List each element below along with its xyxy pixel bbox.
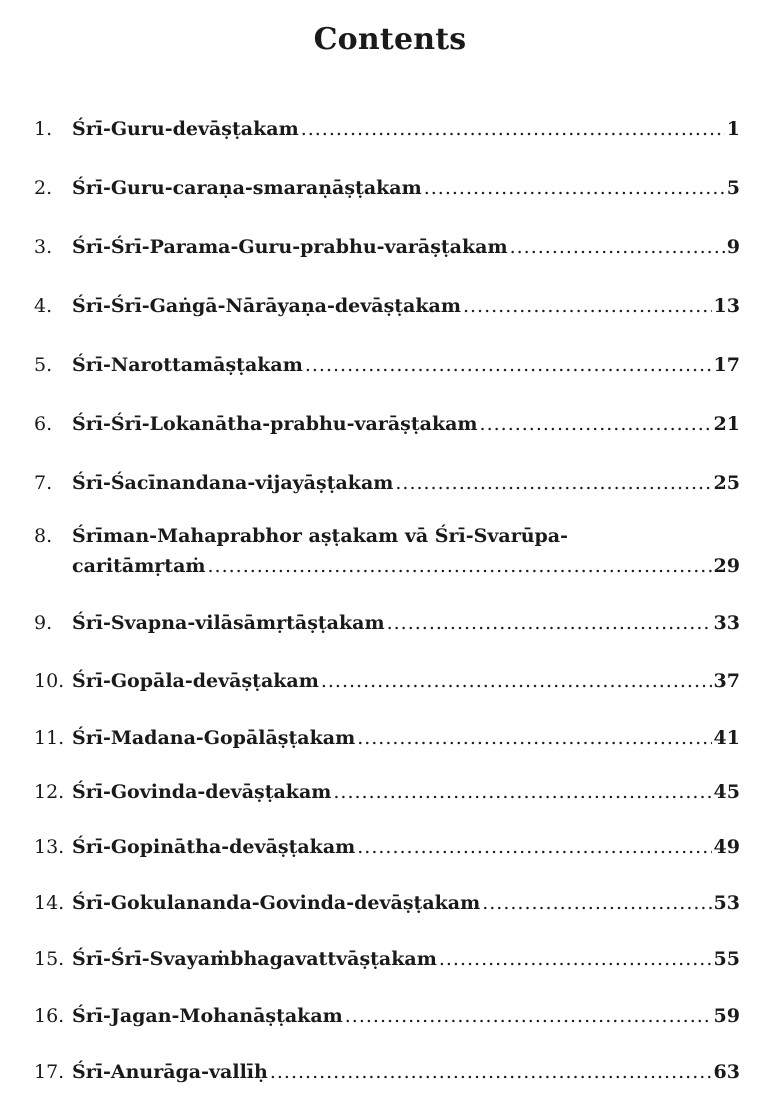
entry-page: 37 (713, 670, 740, 692)
entry-title: Śrī-Śrī-Gaṅgā-Nārāyaṇa-devāṣṭakam (72, 295, 461, 317)
entry-title: Śrī-Gopāla-devāṣṭakam (72, 670, 319, 692)
entry-title: Śrī-Gokulananda-Govinda-devāṣṭakam (72, 892, 481, 914)
entry-page: 13 (713, 295, 740, 317)
entry-title: Śrī-Gopinātha-devāṣṭakam (72, 836, 356, 858)
dot-leader (301, 117, 725, 141)
entry-number: 2. (34, 177, 53, 199)
entry-number: 6. (34, 413, 53, 435)
entry-title: Śrī-Śacīnandana-vijayāṣṭakam (72, 472, 394, 494)
dot-leader (270, 1060, 712, 1084)
dot-leader (510, 235, 725, 259)
entry-page: 17 (713, 354, 740, 376)
entry-number: 7. (34, 472, 53, 494)
dot-leader (424, 176, 725, 200)
dot-leader (357, 835, 711, 859)
entry-title: Śrī-Narottamāṣṭakam (72, 354, 303, 376)
dot-leader (480, 412, 712, 436)
entry-title: Śrī-Guru-caraṇa-smaraṇāṣṭakam (72, 177, 422, 199)
entry-number: 14. (34, 892, 65, 914)
entry-number: 4. (34, 295, 53, 317)
entry-page: 59 (713, 1005, 740, 1027)
entry-title: Śrī-Madana-Gopālāṣṭakam (72, 727, 356, 749)
entry-title: caritāmṛtaṁ (72, 555, 206, 577)
entry-title: Śrī-Anurāga-vallīḥ (72, 1061, 268, 1083)
dot-leader (321, 669, 712, 693)
entry-number: 8. (34, 525, 53, 547)
entry-number: 11. (34, 727, 65, 749)
dot-leader (208, 554, 712, 578)
entry-page: 1 (726, 118, 740, 140)
entry-title: Śrī-Śrī-Lokanātha-prabhu-varāṣṭakam (72, 413, 478, 435)
dot-leader (357, 726, 711, 750)
entry-page: 5 (726, 177, 740, 199)
dot-leader (333, 780, 711, 804)
entry-page: 41 (713, 727, 740, 749)
entry-number: 15. (34, 948, 65, 970)
entry-title: Śrī-Śrī-Svayaṁbhagavattvāṣṭakam (72, 948, 437, 970)
dot-leader (439, 947, 712, 971)
entry-number: 5. (34, 354, 53, 376)
entry-title: Śrī-Guru-devāṣṭakam (72, 118, 299, 140)
entry-page: 21 (713, 413, 740, 435)
entry-title: Śrī-Svapna-vilāsāmṛtāṣṭakam (72, 612, 385, 634)
dot-leader (387, 611, 712, 635)
dot-leader (345, 1004, 712, 1028)
entry-number: 1. (34, 118, 53, 140)
entry-page: 49 (713, 836, 740, 858)
entry-title: Śrī-Jagan-Mohanāṣṭakam (72, 1005, 343, 1027)
entry-title-line1: Śrīman-Mahaprabhor aṣṭakam vā Śrī-Svarūpa- (72, 525, 569, 547)
dot-leader (482, 891, 711, 915)
entry-title: Śrī-Śrī-Parama-Guru-prabhu-varāṣṭakam (72, 236, 508, 258)
entry-page: 33 (713, 612, 740, 634)
entry-page: 55 (713, 948, 740, 970)
entry-title: Śrī-Govinda-devāṣṭakam (72, 781, 332, 803)
entry-page: 9 (726, 236, 740, 258)
entry-number: 17. (34, 1061, 65, 1083)
dot-leader (463, 294, 712, 318)
entry-page: 29 (713, 555, 740, 577)
entry-number: 9. (34, 612, 53, 634)
entry-page: 45 (713, 781, 740, 803)
entry-number: 3. (34, 236, 53, 258)
entry-page: 25 (713, 472, 740, 494)
entry-number: 10. (34, 670, 65, 692)
entry-number: 16. (34, 1005, 65, 1027)
entry-page: 63 (713, 1061, 740, 1083)
entry-page: 53 (713, 892, 740, 914)
entry-number: 13. (34, 836, 65, 858)
dot-leader (395, 471, 711, 495)
page-title: Contents (313, 22, 467, 57)
entry-number: 12. (34, 781, 65, 803)
dot-leader (305, 353, 712, 377)
